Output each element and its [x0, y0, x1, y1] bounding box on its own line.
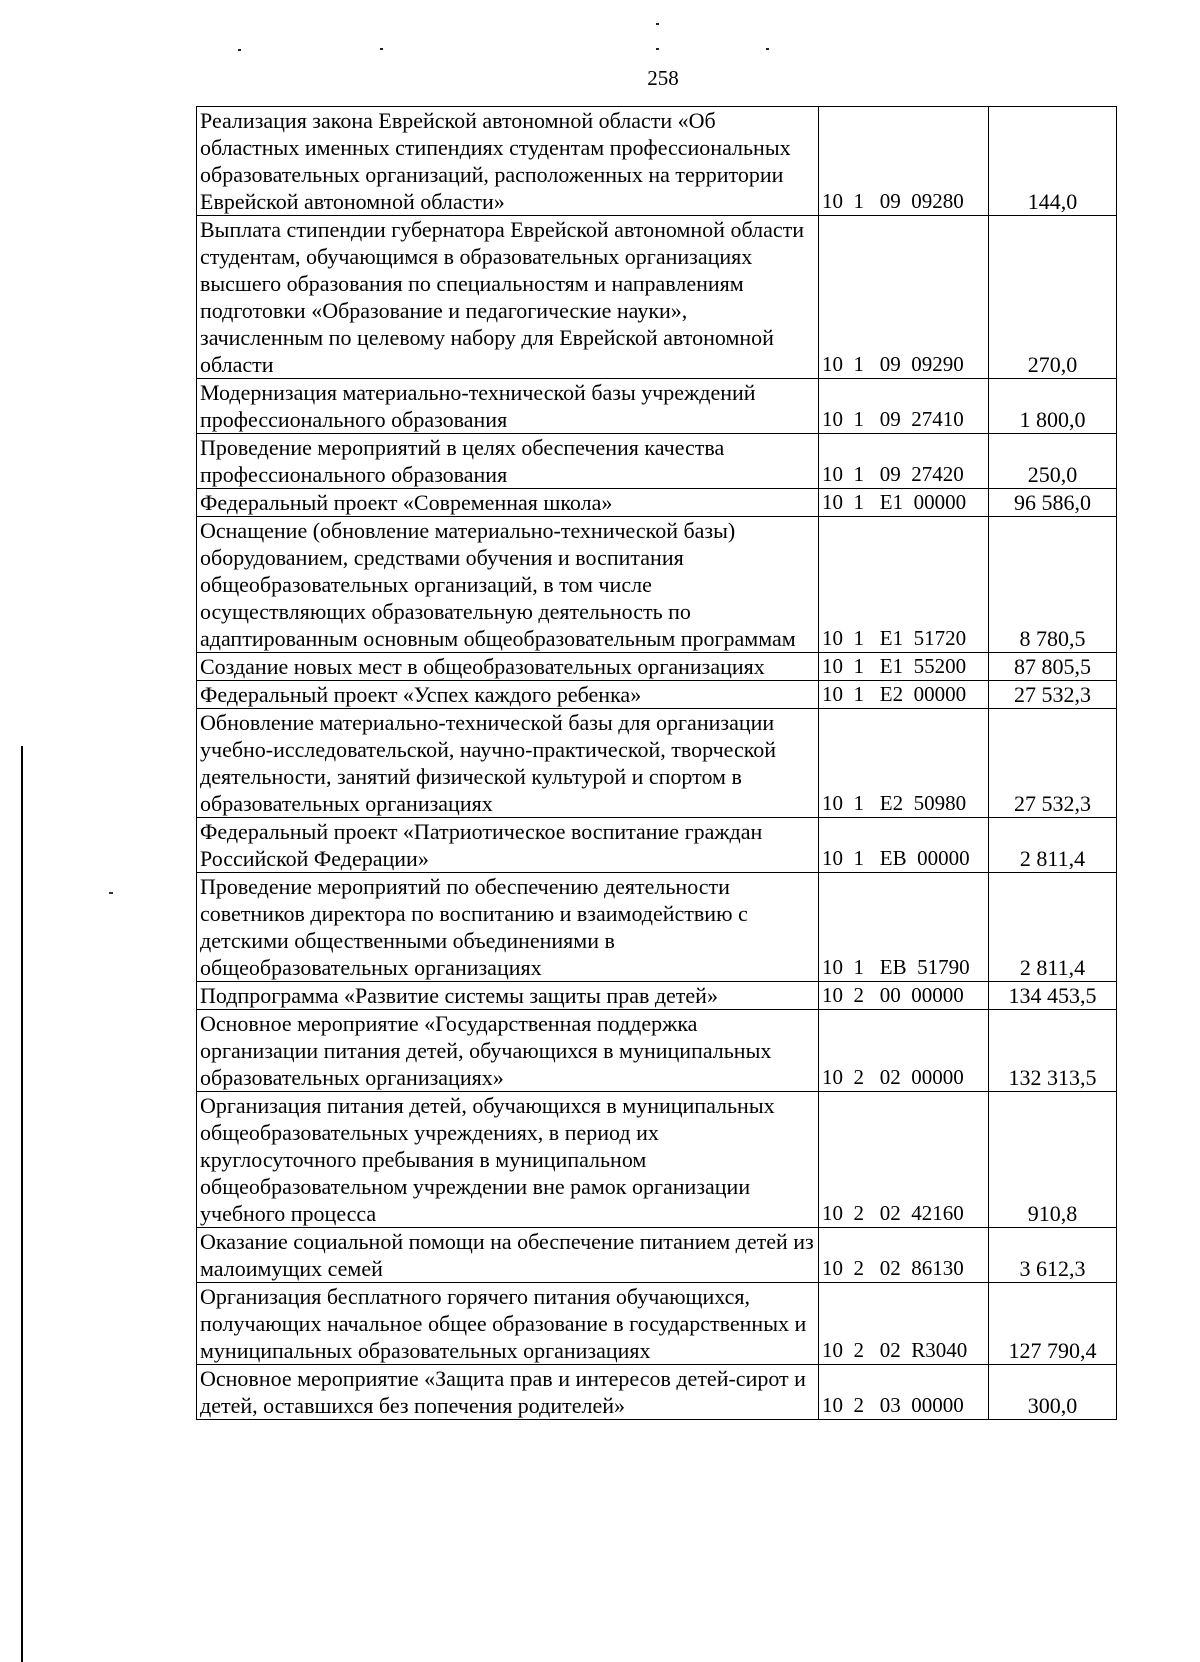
row-amount: 96 586,0	[989, 489, 1117, 517]
page-number: 258	[647, 66, 679, 90]
table-row	[197, 1365, 1117, 1420]
row-code: 10 1 EB 00000	[819, 818, 989, 873]
row-amount: 3 612,3	[989, 1228, 1117, 1283]
row-code: 10 2 02 00000	[819, 1010, 989, 1092]
row-code: 10 1 EB 51790	[819, 873, 989, 982]
table-row	[197, 1010, 1117, 1092]
budget-table	[196, 106, 1117, 1420]
table-row	[197, 982, 1117, 1010]
row-code: 10 2 03 00000	[819, 1365, 989, 1420]
table-row	[197, 489, 1117, 517]
row-code: 10 1 E1 00000	[819, 489, 989, 517]
row-name: Федеральный проект «Патриотическое воспитание граждан Российской Федерации»	[197, 818, 819, 873]
row-code: 10 1 E1 51720	[819, 517, 989, 653]
row-amount: 27 532,3	[989, 709, 1117, 818]
table-row	[197, 653, 1117, 681]
row-name: Модернизация материально-технической базы учреждений профессионального образования	[197, 379, 819, 434]
row-name: Выплата стипендии губернатора Еврейской автономной области студентам, обучающимся в образовательных организациях высшего образования по специальностям и направлениям подготовки «Образование и педагогические науки», зачисленным по целевому набору для Еврейской автономной области	[197, 216, 819, 379]
row-code: 10 2 02 86130	[819, 1228, 989, 1283]
table-row	[197, 1283, 1117, 1365]
row-amount: 2 811,4	[989, 873, 1117, 982]
row-amount: 132 313,5	[989, 1010, 1117, 1092]
row-amount: 250,0	[989, 434, 1117, 489]
row-name: Организация питания детей, обучающихся в муниципальных общеобразовательных учреждениях, в период их круглосуточного пребывания в муниципальном общеобразовательном учреждении вне рамок организации учебного процесса	[197, 1092, 819, 1228]
row-code: 10 1 09 09290	[819, 216, 989, 379]
row-code: 10 2 00 00000	[819, 982, 989, 1010]
scan-speck	[766, 48, 769, 50]
row-amount: 87 805,5	[989, 653, 1117, 681]
row-name: Федеральный проект «Успех каждого ребенка»	[197, 681, 819, 709]
table-row	[197, 216, 1117, 379]
table-row	[197, 818, 1117, 873]
row-amount: 910,8	[989, 1092, 1117, 1228]
scan-speck	[656, 23, 659, 25]
scan-speck	[238, 49, 241, 51]
row-name: Реализация закона Еврейской автономной области «Об областных именных стипендиях студентам профессиональных образовательных организаций, расположенных на территории Еврейской автономной области»	[197, 107, 819, 216]
budget-table-body	[197, 107, 1117, 1420]
row-amount: 27 532,3	[989, 681, 1117, 709]
row-amount: 270,0	[989, 216, 1117, 379]
table-row	[197, 873, 1117, 982]
row-name: Оказание социальной помощи на обеспечение питанием детей из малоимущих семей	[197, 1228, 819, 1283]
scan-speck	[380, 48, 383, 50]
row-amount: 144,0	[989, 107, 1117, 216]
row-name: Организация бесплатного горячего питания обучающихся, получающих начальное общее образование в государственных и муниципальных образовательных организациях	[197, 1283, 819, 1365]
row-amount: 134 453,5	[989, 982, 1117, 1010]
row-code: 10 1 09 09280	[819, 107, 989, 216]
table-row	[197, 517, 1117, 653]
table-row	[197, 107, 1117, 216]
row-name: Оснащение (обновление материально-технической базы) оборудованием, средствами обучения и воспитания общеобразовательных организаций, в том числе осуществляющих образовательную деятельность по адаптированным основным общеобразовательным программам	[197, 517, 819, 653]
row-code: 10 1 09 27420	[819, 434, 989, 489]
row-name: Подпрограмма «Развитие системы защиты прав детей»	[197, 982, 819, 1010]
row-name: Основное мероприятие «Защита прав и интересов детей-сирот и детей, оставшихся без попечения родителей»	[197, 1365, 819, 1420]
row-code: 10 1 E1 55200	[819, 653, 989, 681]
scan-margin-line	[21, 746, 23, 1662]
row-name: Обновление материально-технической базы для организации учебно-исследовательской, научно-практической, творческой деятельности, занятий физической культурой и спортом в образовательных организациях	[197, 709, 819, 818]
row-amount: 8 780,5	[989, 517, 1117, 653]
row-amount: 300,0	[989, 1365, 1117, 1420]
table-row	[197, 1228, 1117, 1283]
table-row	[197, 1092, 1117, 1228]
row-amount: 2 811,4	[989, 818, 1117, 873]
row-name: Федеральный проект «Современная школа»	[197, 489, 819, 517]
row-name: Проведение мероприятий в целях обеспечения качества профессионального образования	[197, 434, 819, 489]
row-amount: 1 800,0	[989, 379, 1117, 434]
table-row	[197, 709, 1117, 818]
row-code: 10 1 09 27410	[819, 379, 989, 434]
table-row	[197, 434, 1117, 489]
row-code: 10 2 02 42160	[819, 1092, 989, 1228]
table-row	[197, 379, 1117, 434]
row-name: Основное мероприятие «Государственная поддержка организации питания детей, обучающихся в муниципальных образовательных организациях»	[197, 1010, 819, 1092]
row-amount: 127 790,4	[989, 1283, 1117, 1365]
row-code: 10 2 02 R3040	[819, 1283, 989, 1365]
row-code: 10 1 E2 50980	[819, 709, 989, 818]
scan-speck	[656, 48, 659, 50]
row-name: Проведение мероприятий по обеспечению деятельности советников директора по воспитанию и взаимодействию с детскими общественными объединениями в общеобразовательных организациях	[197, 873, 819, 982]
row-code: 10 1 E2 00000	[819, 681, 989, 709]
scan-speck	[109, 892, 113, 894]
table-row	[197, 681, 1117, 709]
row-name: Создание новых мест в общеобразовательных организациях	[197, 653, 819, 681]
